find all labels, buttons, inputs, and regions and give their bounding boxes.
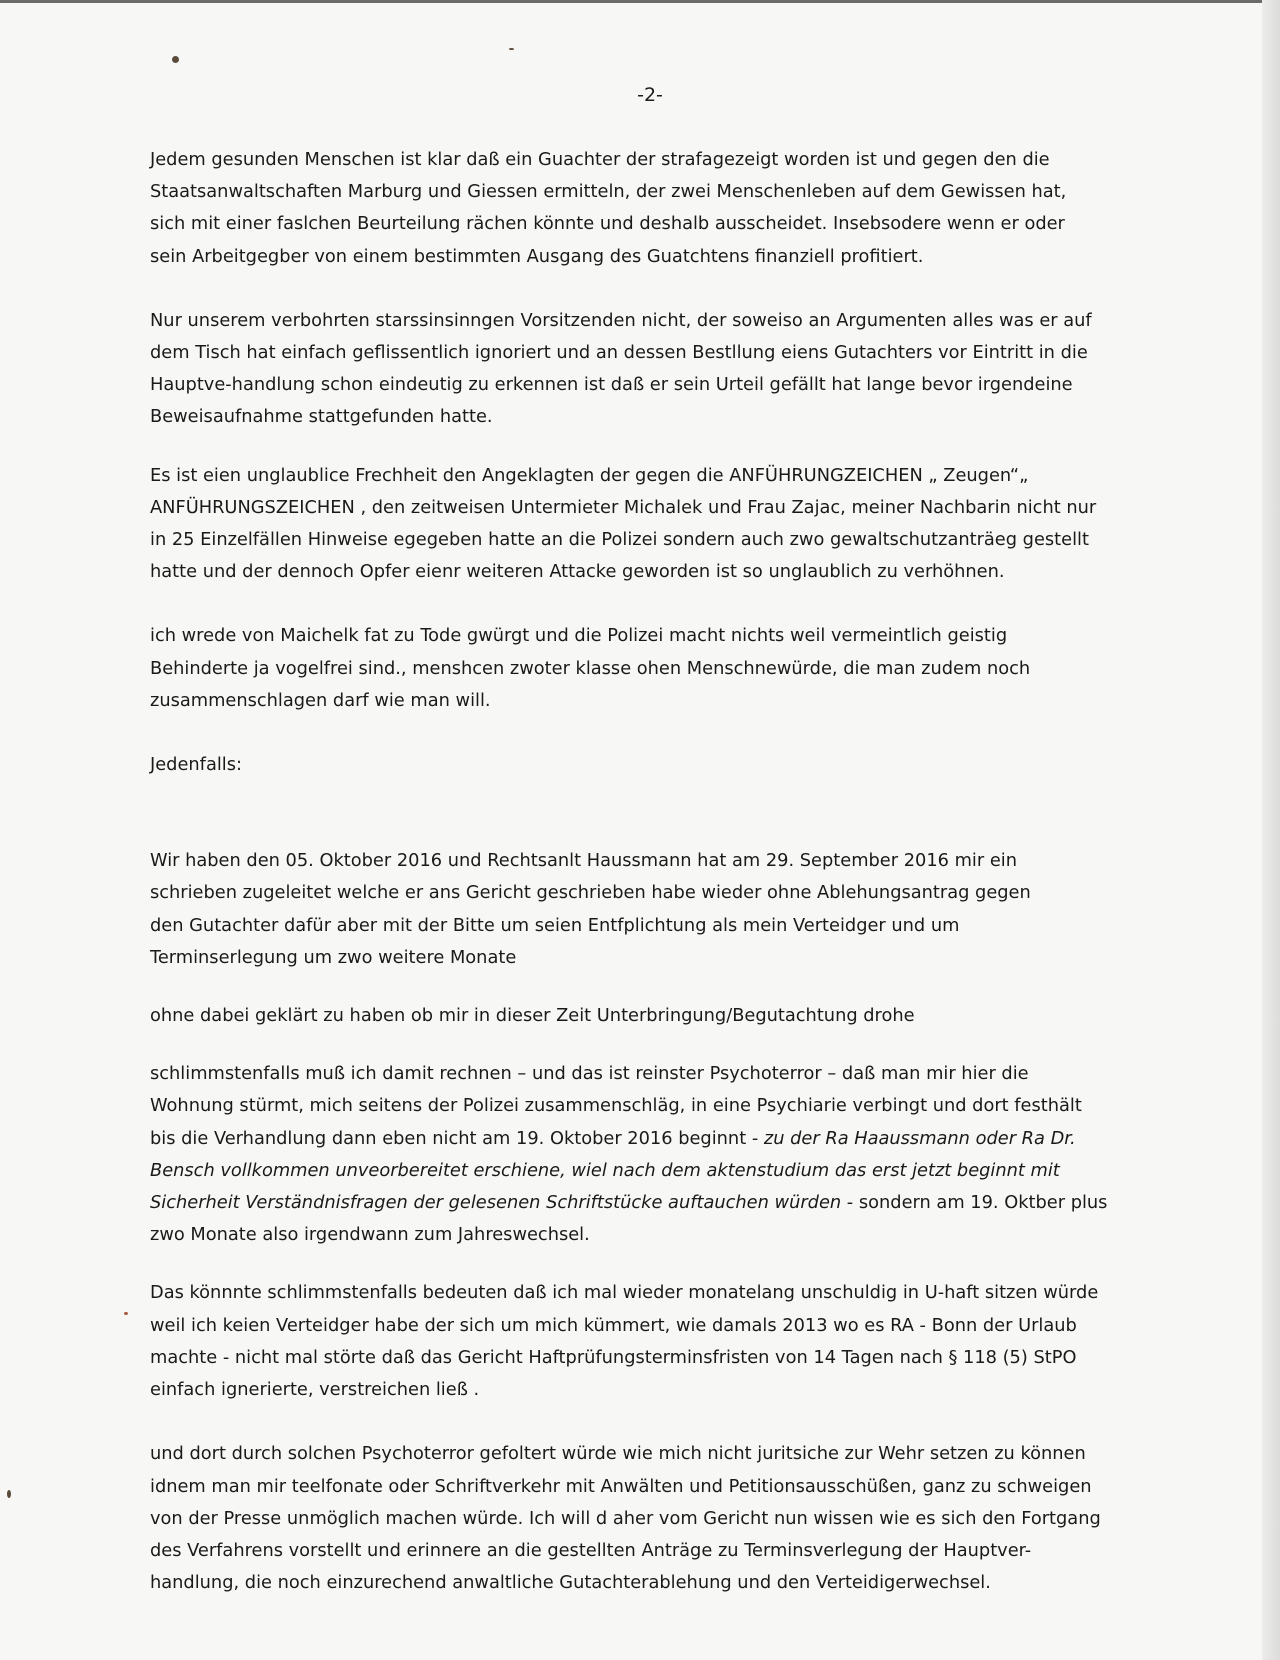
paragraph-9: Das könnnte schlimmstenfalls bedeuten daß ich mal wieder monatelang unschuldig in U-haft sitzen würde weil ich keien Verteidger habe der sich um mich kümmert, wie damals 2013 wo es RA - Bonn der Urlaub machte - nicht mal störte daß das Gericht Haftprüfungsterminsfristen von 14 Tagen nach § 118 (5) StPO einfach ignerierte, verstreichen ließ . — [150, 1282, 1099, 1401]
paragraph-2: Nur unserem verbohrten starssinsinngen Vorsitzenden nicht, der soweiso an Argumenten alles was er auf dem Tisch hat einfach geflissentlich ignoriert und an dessen Bestllung eiens Gutachters vor Eintritt in die Hauptve-handlung schon eindeutig zu erkennen ist daß er sein Urteil gefällt hat lange bevor irgendeine Beweisaufnahme stattgefunden hatte. — [150, 309, 1092, 428]
paragraph-8-end: - sondern am 19. Oktber plus zwo Monate also irgendwann zum Jahreswechsel. — [150, 1192, 1108, 1246]
paragraph-5: Jedenfalls: — [150, 754, 242, 776]
page-number: -2- — [637, 84, 663, 106]
paragraph-8-start: schlimmstenfalls muß ich damit rechnen – und das ist reinster Psychoterror – daß man mir hier die Wohnung stürmt, mich seitens der Polizei zusammenschläg, in eine Psychiarie verbingt und dort festhält bis die Verhandlung dann eben nicht am 19. Oktober 2016 beginnt - — [150, 1063, 1082, 1149]
letter-body — [150, 144, 1190, 1599]
dust-speck — [172, 56, 179, 63]
scan-right-edge — [1262, 0, 1280, 1660]
dust-speck — [509, 48, 514, 50]
paragraph-7: ohne dabei geklärt zu haben ob mir in dieser Zeit Unterbringung/Begutachtung drohe — [150, 1005, 915, 1027]
paragraph-10: und dort durch solchen Psychoterror gefoltert würde wie mich nicht juritsiche zur Wehr setzen zu können idnem man mir teelfonate oder Schriftverkehr mit Anwälten und Petitionsausschüßen, ganz zu schweigen von der Presse unmöglich machen würde. Ich will d aher vom Gericht nun wissen wie es sich den Fortgang des Verfahrens vorstellt und erinnere an die gestellten Anträge zu Terminsverlegung der Hauptver- handlung, die noch einzurechend anwaltliche Gutachterablehung und den Verteidigerwechsel. — [150, 1443, 1101, 1594]
paragraph-1: Jedem gesunden Menschen ist klar daß ein Guachter der strafagezeigt worden ist und gegen den die Staatsanwaltschaften Marburg und Giessen ermitteln, der zwei Menschenleben auf dem Gewissen hat, sich mit einer faslchen Beurteilung rächen könnte und deshalb ausscheidet. Insebsodere wenn er oder sein Arbeitgegber von einem bestimmten Ausgang des Guatchtens finanziell profitiert. — [150, 149, 1067, 267]
paragraph-6: Wir haben den 05. Oktober 2016 und Rechtsanlt Haussmann hat am 29. September 2016 mir ein schrieben zugeleitet welche er ans Gericht geschrieben habe wieder ohne Ablehungsantrag gegen den Gutachter dafür aber mit der Bitte um seien Entfplichtung als mein Verteidger und um Terminserlegung um zwo weitere Monate — [150, 850, 1031, 968]
paragraph-8 — [150, 1058, 1190, 1251]
scan-top-edge — [0, 0, 1280, 3]
dust-speck — [7, 1490, 11, 1498]
paragraph-3: Es ist eien unglaublice Frechheit den Angeklagten der gegen die ANFÜHRUNGZEICHEN „ Zeugen“„ ANFÜHRUNGSZEICHEN , den zeitweisen Untermieter Michalek und Frau Zajac, meiner Nachbarin nicht nur in 25 Einzelfällen Hinweise egegeben hatte an die Polizei sondern auch zwo gewaltschutzanträeg gestellt hatte und der dennoch Opfer eienr weiteren Attacke geworden ist so unglaublich zu verhöhnen. — [150, 464, 1097, 583]
paragraph-4: ich wrede von Maichelk fat zu Tode gwürgt und die Polizei macht nichts weil vermeintlich geistig Behinderte ja vogelfrei sind., menshcen zwoter klasse ohen Menschnewürde, die man zudem noch zusammenschlagen darf wie man will. — [150, 625, 1031, 711]
paragraph-8-italic: zu der Ra Haaussmann oder Ra Dr. Bensch vollkommen unveorbereitet erschiene, wiel nach dem aktenstudium das erst jetzt beginnt mit Sicherheit Verständnisfragen der gelesenen Schriftstücke auftauchen würden — [150, 1127, 1076, 1214]
dust-speck — [124, 1312, 128, 1315]
